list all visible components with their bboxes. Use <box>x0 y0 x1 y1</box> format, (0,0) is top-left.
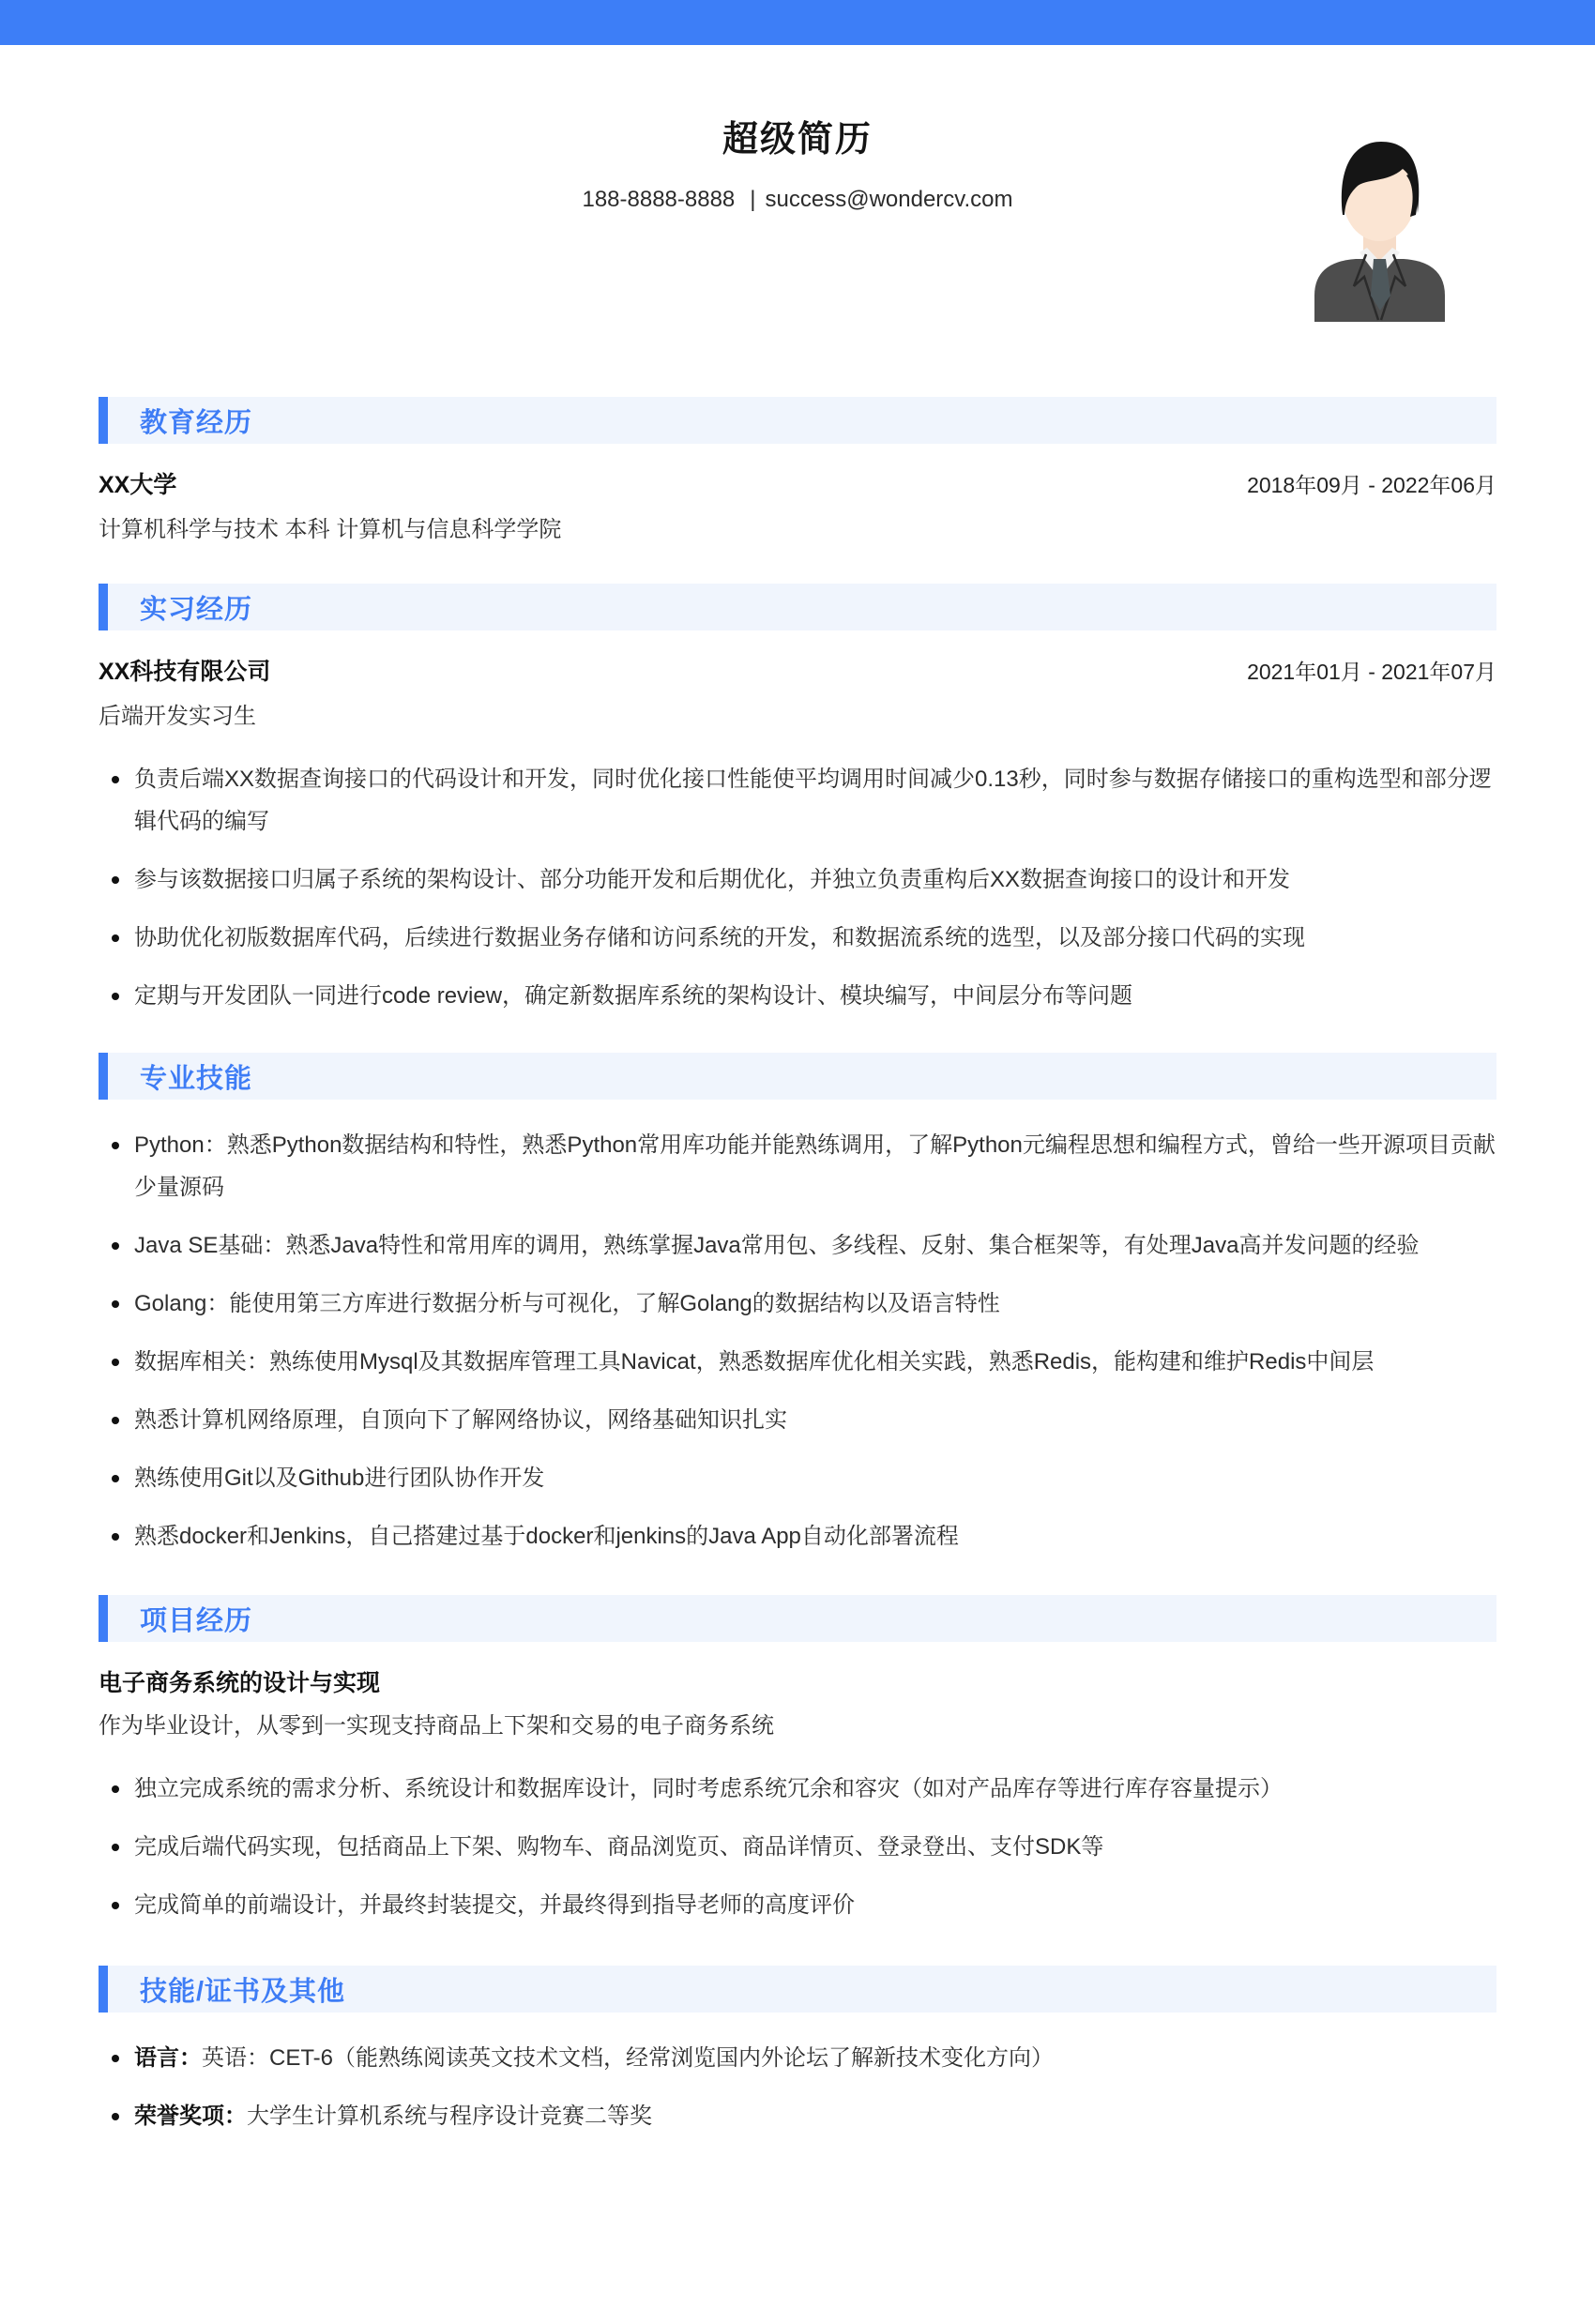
internship-role: 后端开发实习生 <box>99 704 256 729</box>
item-label: 荣誉奖项： <box>134 2104 247 2129</box>
list-item: 协助优化初版数据库代码，后续进行数据业务存储和访问系统的开发，和数据流系统的选型，以及部分接口代码的实现 <box>99 917 1496 959</box>
education-detail: 计算机科学与技术 本科 计算机与信息科学学院 <box>99 517 562 542</box>
email-address: success@wondercv.com <box>765 187 1013 212</box>
list-item: 数据库相关：熟练使用Mysql及其数据库管理工具Navicat，熟悉数据库优化相关实践，熟悉Redis，能构建和维护Redis中间层 <box>99 1341 1496 1383</box>
item-label: 语言： <box>134 2045 202 2071</box>
list-item: 定期与开发团队一同进行code review，确定新数据库系统的架构设计、模块编写，中间层分布等问题 <box>99 975 1496 1017</box>
list-item: 熟练使用Git以及Github进行团队协作开发 <box>99 1457 1496 1499</box>
list-item <box>99 2095 1496 2137</box>
project-name: 电子商务系统的设计与实现 <box>99 1670 381 1696</box>
section-header-other <box>99 1966 1496 2013</box>
phone-number: 188-8888-8888 <box>582 187 736 212</box>
section-title: 专业技能 <box>140 1063 253 1094</box>
project-bullet-list <box>99 1768 1496 1926</box>
list-item: Java SE基础：熟悉Java特性和常用库的调用，熟练掌握Java常用包、多线程、反射、集合框架等，有处理Java高并发问题的经验 <box>99 1224 1496 1267</box>
section-header-project <box>99 1595 1496 1642</box>
internship-bullet-list <box>99 758 1496 1017</box>
list-item: 熟悉docker和Jenkins，自己搭建过基于docker和jenkins的Java App自动化部署流程 <box>99 1515 1496 1557</box>
company-name: XX科技有限公司 <box>99 659 271 685</box>
contact-separator: | <box>750 187 756 212</box>
list-item: 完成后端代码实现，包括商品上下架、购物车、商品浏览页、商品详情页、登录登出、支付SDK等 <box>99 1826 1496 1868</box>
project-summary: 作为毕业设计，从零到一实现支持商品上下架和交易的电子商务系统 <box>99 1713 774 1739</box>
list-item: 负责后端XX数据查询接口的代码设计和开发，同时优化接口性能使平均调用时间减少0.13秒，同时参与数据存储接口的重构选型和部分逻辑代码的编写 <box>99 758 1496 843</box>
resume-content <box>0 397 1595 2137</box>
section-title: 技能/证书及其他 <box>140 1976 346 2007</box>
list-item: Golang：能使用第三方库进行数据分析与可视化，了解Golang的数据结构以及语言特性 <box>99 1283 1496 1325</box>
section-header-skills <box>99 1053 1496 1100</box>
section-title: 项目经历 <box>140 1605 253 1636</box>
avatar <box>1307 129 1452 322</box>
top-accent-bar <box>0 0 1595 45</box>
education-entry-row <box>99 468 1496 502</box>
other-bullet-list <box>99 2037 1496 2137</box>
education-date-range: 2018年09月 - 2022年06月 <box>1247 473 1496 497</box>
list-item: 独立完成系统的需求分析、系统设计和数据库设计，同时考虑系统冗余和容灾（如对产品库存等进行库存容量提示） <box>99 1768 1496 1810</box>
internship-date-range: 2021年01月 - 2021年07月 <box>1247 660 1496 684</box>
item-text: 英语：CET-6（能熟练阅读英文技术文档，经常浏览国内外论坛了解新技术变化方向） <box>202 2045 1055 2071</box>
school-name: XX大学 <box>99 472 177 498</box>
internship-entry-row <box>99 655 1496 689</box>
section-header-internship <box>99 584 1496 630</box>
section-title: 实习经历 <box>140 594 253 625</box>
list-item: Python：熟悉Python数据结构和特性，熟悉Python常用库功能并能熟练调用，了解Python元编程思想和编程方式，曾给一些开源项目贡献少量源码 <box>99 1124 1496 1208</box>
person-avatar-icon <box>1307 129 1452 322</box>
skills-bullet-list <box>99 1124 1496 1557</box>
section-header-education <box>99 397 1496 444</box>
section-title: 教育经历 <box>140 407 253 438</box>
list-item: 参与该数据接口归属子系统的架构设计、部分功能开发和后期优化，并独立负责重构后XX数据查询接口的设计和开发 <box>99 858 1496 901</box>
list-item <box>99 2037 1496 2079</box>
list-item: 熟悉计算机网络原理，自顶向下了解网络协议，网络基础知识扎实 <box>99 1399 1496 1441</box>
page-title: 超级简历 <box>722 120 873 159</box>
item-text: 大学生计算机系统与程序设计竞赛二等奖 <box>247 2104 652 2129</box>
list-item: 完成简单的前端设计，并最终封装提交，并最终得到指导老师的高度评价 <box>99 1884 1496 1926</box>
